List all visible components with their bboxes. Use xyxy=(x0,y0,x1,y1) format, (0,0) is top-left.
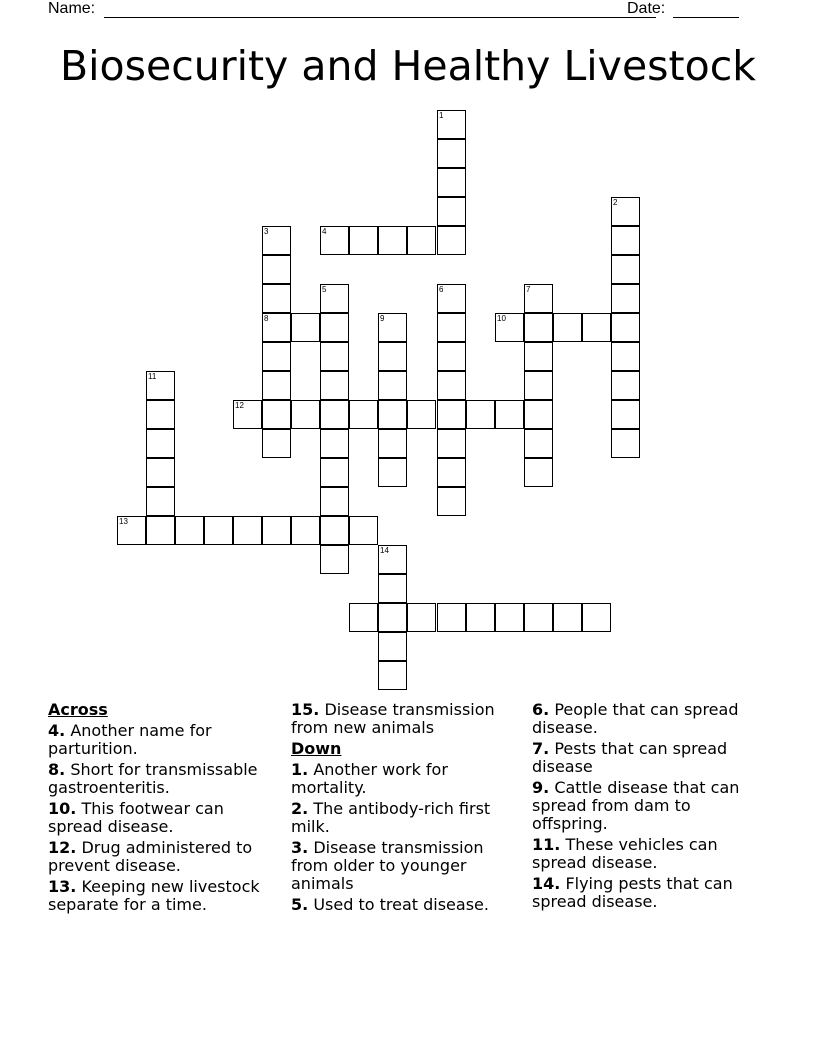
crossword-cell[interactable] xyxy=(291,400,320,429)
crossword-cell[interactable] xyxy=(262,342,291,371)
crossword-cell[interactable] xyxy=(378,574,407,603)
crossword-cell[interactable] xyxy=(611,342,640,371)
crossword-cell[interactable] xyxy=(320,429,349,458)
cell-number: 14 xyxy=(380,546,389,555)
crossword-cell[interactable] xyxy=(349,400,378,429)
crossword-cell[interactable] xyxy=(407,226,436,255)
down-heading: Down xyxy=(291,739,342,758)
crossword-cell[interactable] xyxy=(611,429,640,458)
crossword-cell[interactable] xyxy=(233,400,262,429)
clue-down-14: 14. Flying pests that can spread disease. xyxy=(532,874,733,911)
crossword-cell[interactable] xyxy=(524,371,553,400)
crossword-cell[interactable] xyxy=(437,197,466,226)
clue-across-13: 13. Keeping new livestock separate for a time. xyxy=(48,877,260,914)
clue-down-2: 2. The antibody-rich first milk. xyxy=(291,799,491,836)
crossword-cell[interactable] xyxy=(524,400,553,429)
crossword-cell[interactable] xyxy=(349,226,378,255)
date-label: Date: xyxy=(627,0,666,17)
clue-across-12: 12. Drug administered to prevent disease. xyxy=(48,838,253,875)
crossword-cell[interactable] xyxy=(437,429,466,458)
crossword-cell[interactable] xyxy=(320,487,349,516)
crossword-cell[interactable] xyxy=(437,226,466,255)
crossword-cell[interactable] xyxy=(611,313,640,342)
crossword-cell[interactable] xyxy=(524,342,553,371)
cell-number: 3 xyxy=(264,227,269,236)
crossword-cell[interactable] xyxy=(611,226,640,255)
crossword-cell[interactable] xyxy=(437,284,466,313)
clue-column-1 xyxy=(48,701,280,917)
crossword-cell[interactable] xyxy=(262,400,291,429)
cell-number: 11 xyxy=(148,372,157,381)
crossword-cell[interactable] xyxy=(146,487,175,516)
crossword-cell[interactable] xyxy=(349,516,378,545)
crossword-cell[interactable] xyxy=(611,255,640,284)
clue-across-10: 10. This footwear can spread disease. xyxy=(48,799,224,836)
crossword-cell[interactable] xyxy=(146,371,175,400)
crossword-cell[interactable] xyxy=(495,313,524,342)
clue-across-15: 15. Disease transmission from new animals xyxy=(291,700,495,737)
crossword-cell[interactable] xyxy=(291,313,320,342)
crossword-cell[interactable] xyxy=(378,661,407,690)
crossword-cell[interactable] xyxy=(611,400,640,429)
cell-number: 4 xyxy=(322,227,327,236)
clue-down-5: 5. Used to treat disease. xyxy=(291,895,489,914)
crossword-cell[interactable] xyxy=(378,313,407,342)
crossword-cell[interactable] xyxy=(495,400,524,429)
clue-down-7: 7. Pests that can spread disease xyxy=(532,739,728,776)
name-label: Name: xyxy=(48,0,96,17)
crossword-cell[interactable] xyxy=(378,603,407,632)
crossword-cell[interactable] xyxy=(262,255,291,284)
crossword-cell[interactable] xyxy=(437,603,466,632)
crossword-cell[interactable] xyxy=(553,603,582,632)
crossword-cell[interactable] xyxy=(437,313,466,342)
crossword-cell[interactable] xyxy=(437,342,466,371)
cell-number: 2 xyxy=(613,198,618,207)
crossword-cell[interactable] xyxy=(524,458,553,487)
crossword-cell[interactable] xyxy=(437,139,466,168)
crossword-cell[interactable] xyxy=(320,226,349,255)
crossword-cell[interactable] xyxy=(495,603,524,632)
crossword-cell[interactable] xyxy=(437,168,466,197)
crossword-cell[interactable] xyxy=(320,545,349,574)
crossword-cell[interactable] xyxy=(146,458,175,487)
crossword-cell[interactable] xyxy=(117,516,146,545)
crossword-cell[interactable] xyxy=(466,400,495,429)
crossword-cell[interactable] xyxy=(378,458,407,487)
crossword-cell[interactable] xyxy=(349,603,378,632)
crossword-cell[interactable] xyxy=(262,371,291,400)
crossword-cell[interactable] xyxy=(262,313,291,342)
crossword-cell[interactable] xyxy=(320,516,349,545)
crossword-cell[interactable] xyxy=(378,400,407,429)
crossword-cell[interactable] xyxy=(437,487,466,516)
clue-down-3: 3. Disease transmission from older to younger animals xyxy=(291,838,484,893)
crossword-cell[interactable] xyxy=(582,313,611,342)
crossword-cell[interactable] xyxy=(262,284,291,313)
cell-number: 10 xyxy=(497,314,506,323)
cell-number: 12 xyxy=(235,401,244,410)
crossword-cell[interactable] xyxy=(378,545,407,574)
crossword-cell[interactable] xyxy=(291,516,320,545)
crossword-cell[interactable] xyxy=(466,603,495,632)
crossword-cell[interactable] xyxy=(262,429,291,458)
crossword-cell[interactable] xyxy=(553,313,582,342)
clue-down-6: 6. People that can spread disease. xyxy=(532,700,739,737)
clue-across-4: 4. Another name for parturition. xyxy=(48,721,212,758)
clue-down-11: 11. These vehicles can spread disease. xyxy=(532,835,718,872)
across-heading: Across xyxy=(48,700,108,719)
crossword-cell[interactable] xyxy=(320,284,349,313)
crossword-cell[interactable] xyxy=(437,110,466,139)
crossword-cell[interactable] xyxy=(582,603,611,632)
crossword-cell[interactable] xyxy=(378,429,407,458)
crossword-cell[interactable] xyxy=(437,371,466,400)
page-title: Biosecurity and Healthy Livestock xyxy=(60,42,756,90)
cell-number: 6 xyxy=(439,285,444,294)
crossword-cell[interactable] xyxy=(407,603,436,632)
crossword-cell[interactable] xyxy=(320,458,349,487)
crossword-cell[interactable] xyxy=(175,516,204,545)
cell-number: 5 xyxy=(322,285,327,294)
crossword-cell[interactable] xyxy=(146,429,175,458)
crossword-cell[interactable] xyxy=(378,632,407,661)
crossword-cell[interactable] xyxy=(378,371,407,400)
crossword-cell[interactable] xyxy=(407,400,436,429)
cell-number: 7 xyxy=(526,285,531,294)
crossword-cell[interactable] xyxy=(146,516,175,545)
crossword-cell[interactable] xyxy=(320,313,349,342)
crossword-cell[interactable] xyxy=(204,516,233,545)
cell-number: 1 xyxy=(439,111,444,120)
crossword-cell[interactable] xyxy=(320,371,349,400)
crossword-cell[interactable] xyxy=(262,226,291,255)
clue-across-8: 8. Short for transmissable gastroenteritis. xyxy=(48,760,258,797)
cell-number: 8 xyxy=(264,314,269,323)
crossword-cell[interactable] xyxy=(611,284,640,313)
crossword-cell[interactable] xyxy=(437,400,466,429)
crossword-cell[interactable] xyxy=(524,313,553,342)
crossword-cell[interactable] xyxy=(611,197,640,226)
crossword-cell[interactable] xyxy=(437,458,466,487)
crossword-cell[interactable] xyxy=(378,226,407,255)
crossword-cell[interactable] xyxy=(262,516,291,545)
crossword-cell[interactable] xyxy=(524,603,553,632)
crossword-cell[interactable] xyxy=(611,371,640,400)
cell-number: 13 xyxy=(119,517,128,526)
clue-down-1: 1. Another work for mortality. xyxy=(291,760,448,797)
crossword-cell[interactable] xyxy=(524,284,553,313)
crossword-cell[interactable] xyxy=(320,400,349,429)
crossword-cell[interactable] xyxy=(233,516,262,545)
crossword-cell[interactable] xyxy=(524,429,553,458)
crossword-cell[interactable] xyxy=(378,342,407,371)
crossword-cell[interactable] xyxy=(320,342,349,371)
clue-down-9: 9. Cattle disease that can spread from dam to offspring. xyxy=(532,778,740,833)
clue-column-3 xyxy=(532,701,764,914)
crossword-cell[interactable] xyxy=(146,400,175,429)
clue-column-2 xyxy=(291,701,523,917)
cell-number: 9 xyxy=(380,314,385,323)
